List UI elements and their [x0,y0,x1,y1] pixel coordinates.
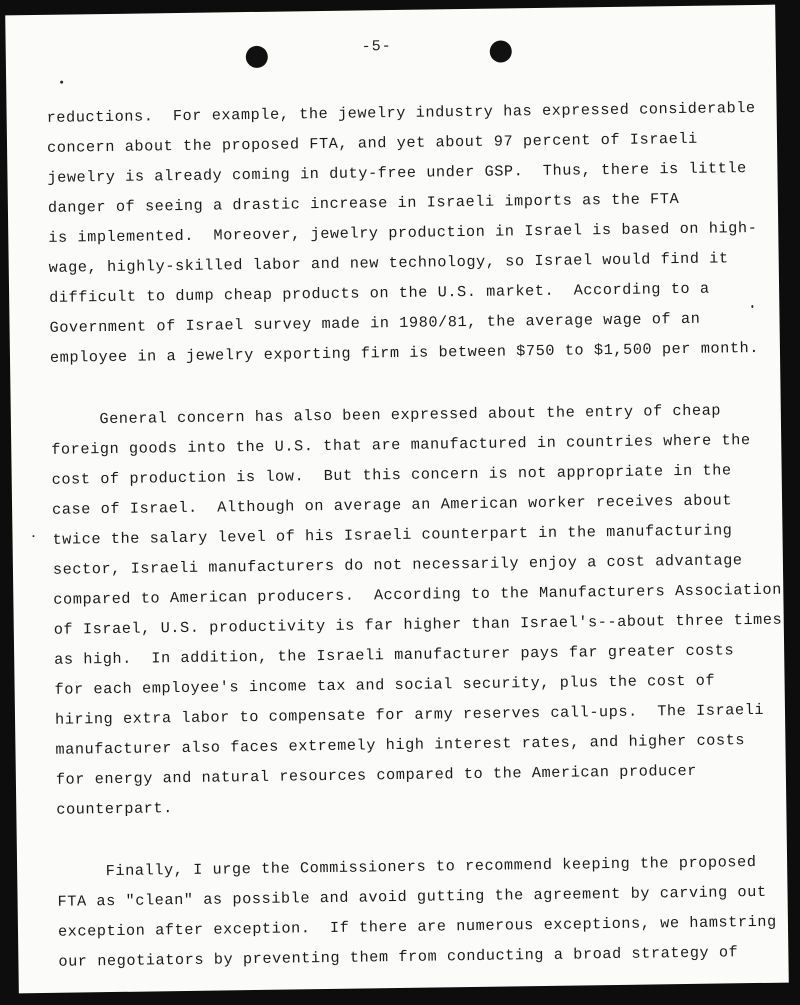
text-line: wage, highly-skilled labor and new technology, so Israel would find it [48,249,729,277]
text-line: cost of production is low. But this concern is not appropriate in the [51,461,732,489]
text-line: manufacturer also faces extremely high interest rates, and higher costs [55,731,746,759]
scan-speck [60,81,63,84]
text-line: twice the salary level of his Israeli counterpart in the manufacturing [52,521,733,549]
text-line: concern about the proposed FTA, and yet about 97 percent of Israeli [46,129,698,157]
text-line: for each employee's income tax and social security, plus the cost of [54,671,716,699]
text-line: employee in a jewelry exporting firm is between $750 to $1,500 per month. [49,338,760,367]
text-line: our negotiators by preventing them from conducting a broad strategy of [58,943,739,971]
text-line: case of Israel. Although on average an American worker receives about [51,491,733,519]
text-line: danger of seeing a drastic increase in Israeli imports as the FTA [47,190,680,217]
paragraph-1 [46,93,760,373]
text-line: jewelry is already coming in duty-free under GSP. Thus, there is little [47,159,747,187]
text-line: sector, Israeli manufacturers do not necessarily enjoy a cost advantage [52,551,743,579]
text-line: Finally, I urge the Commissioners to recommend keeping the proposed [57,853,757,881]
scan-speck [32,535,34,537]
text-line: as high. In addition, the Israeli manufacturer pays far greater costs [54,641,735,669]
text-line: counterpart. [56,799,173,819]
text-line: exception after exception. If there are numerous exceptions, we hamstring [57,912,777,941]
text-line: for energy and natural resources compared to the American producer [55,761,698,789]
text-line: FTA as "clean" as possible and avoid gutting the agreement by carving out [57,882,767,911]
body-text [46,93,783,977]
text-line: reductions. For example, the jewelry industry has expressed considerable [46,98,756,127]
text-line: of Israel, U.S. productivity is far higher than Israel's--about three times [53,610,783,639]
text-line: Government of Israel survey made in 1980/81, the average wage of an [49,309,701,337]
paragraph-2 [50,395,783,825]
text-line: foreign goods into the U.S. that are manufactured in countries where the [51,431,751,459]
text-line: compared to American producers. According to the Manufacturers Association [53,580,782,609]
text-line: difficult to dump cheap products on the U.S. market. According to a [49,279,710,307]
paragraph-3 [57,847,777,977]
document-page [5,5,789,994]
page-number: -5- [361,38,392,56]
scan-speck [751,305,753,308]
text-line: is implemented. Moreover, jewelry production in Israel is based on high- [48,218,758,247]
punch-hole-right [490,40,512,62]
punch-hole-left [246,46,268,68]
text-line: hiring extra labor to compensate for army reserves call-ups. The Israeli [54,700,765,729]
text-line: General concern has also been expressed about the entry of cheap [50,401,722,429]
